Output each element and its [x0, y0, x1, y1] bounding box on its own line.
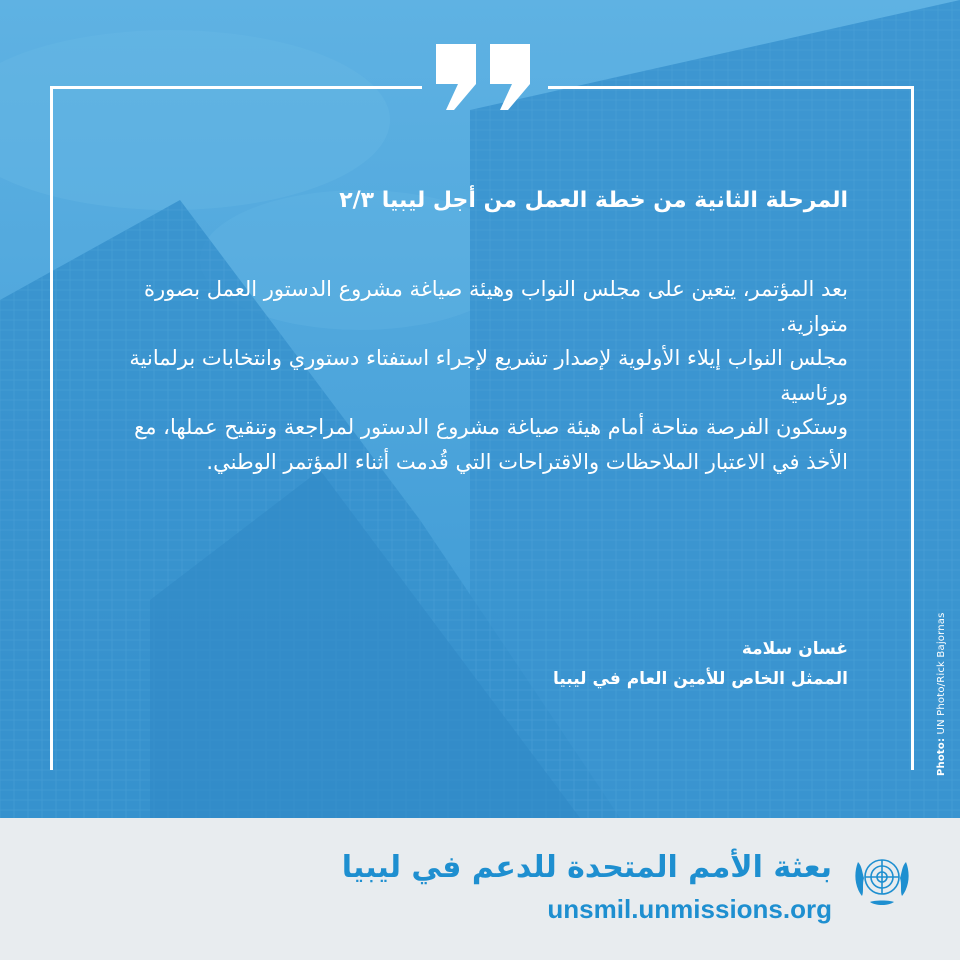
- signature-block: [553, 634, 848, 694]
- photo-credit-label: Photo:: [936, 737, 947, 776]
- mission-name: بعثة الأمم المتحدة للدعم في ليبيا: [341, 850, 832, 885]
- signatory-title: الممثل الخاص للأمين العام في ليبيا: [552, 669, 848, 689]
- footer-bar: [0, 818, 960, 960]
- body-paragraph: مجلس النواب إيلاء الأولوية لإصدار تشريع لإجراء استفتاء دستوري وانتخابات برلمانية ورئاسية: [129, 346, 848, 405]
- frame-border-left: [50, 86, 53, 770]
- frame-border-top-right: [548, 86, 914, 89]
- message-body: [108, 272, 848, 479]
- body-paragraph: بعد المؤتمر، يتعين على مجلس النواب وهيئة صياغة مشروع الدستور العمل بصورة متوازية.: [143, 277, 848, 336]
- body-paragraph: وستكون الفرصة متاحة أمام هيئة صياغة مشروع الدستور لمراجعة وتنقيح عملها، مع الأخذ في الاعتبار الملاحظات والاقتراحات التي قُدمت أثناء المؤتمر الوطني.: [134, 415, 848, 474]
- signatory-name: غسان سلامة: [741, 639, 848, 659]
- photo-credit-text: UN Photo/Rick Bajornas: [936, 612, 947, 735]
- frame-border-right: [911, 86, 914, 770]
- un-emblem-icon: [850, 848, 914, 910]
- photo-credit: [936, 612, 947, 776]
- mission-url-link[interactable]: unsmil.unmissions.org: [547, 894, 832, 924]
- quote-icon: [436, 44, 530, 110]
- frame-border-top-left: [50, 86, 422, 89]
- message-heading: المرحلة الثانية من خطة العمل من أجل ليبيا ٢/٣: [339, 188, 848, 213]
